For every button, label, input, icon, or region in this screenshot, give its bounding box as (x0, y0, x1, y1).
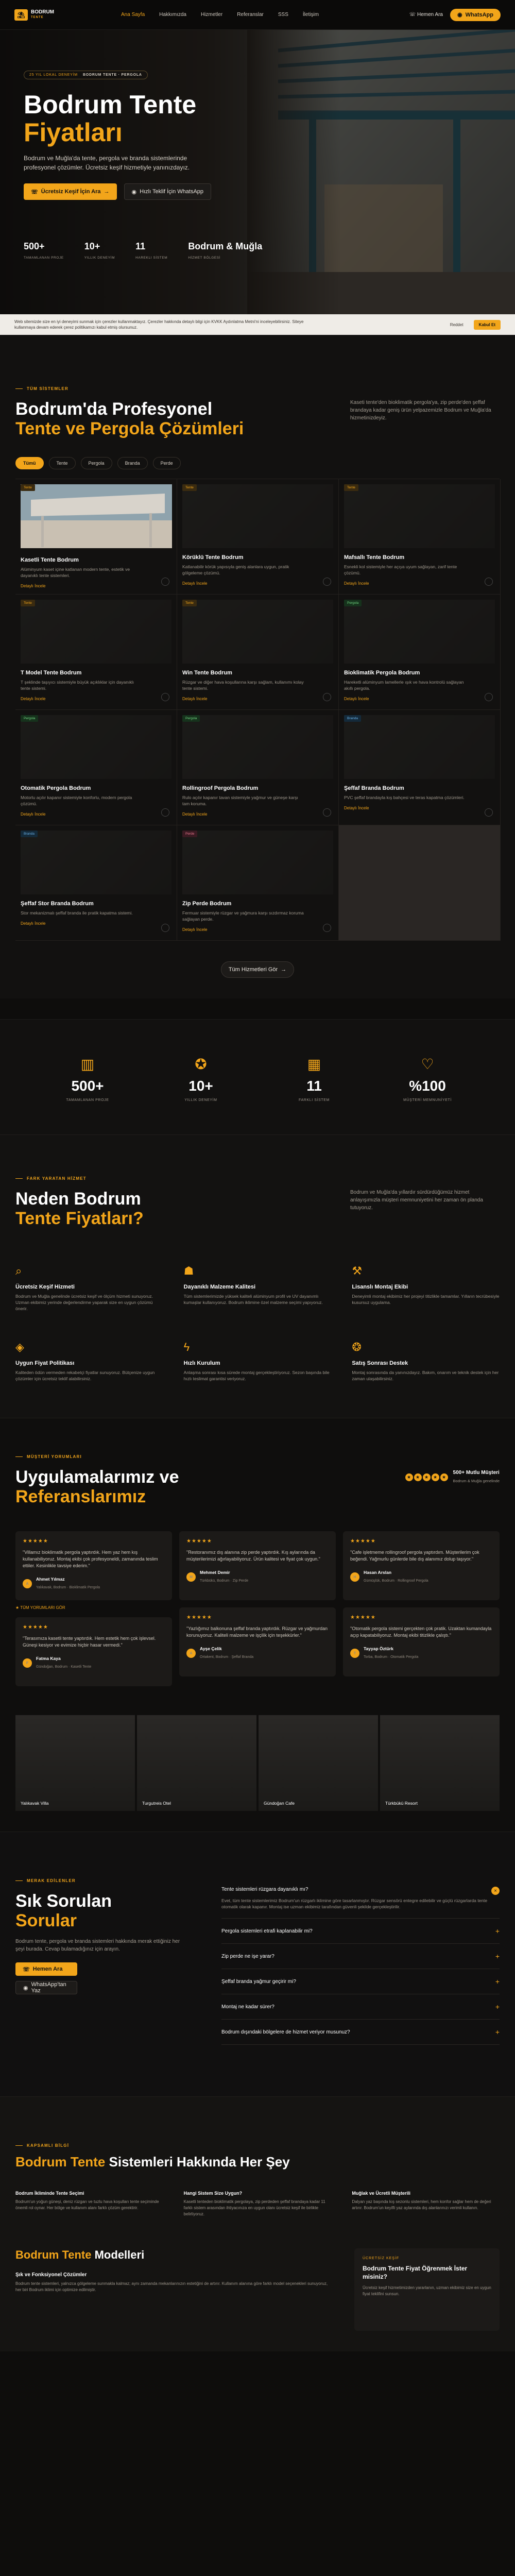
arrow-right-icon: → (104, 189, 110, 195)
avatar: A (186, 1649, 196, 1658)
category-tag: Branda (21, 831, 38, 837)
category-tag: Tente (344, 484, 358, 491)
hero-title: Bodrum Tente Fiyatları (24, 90, 197, 147)
stat-item: 11 HAREKLI SİSTEM (135, 241, 168, 260)
section-eyebrow: TÜM SİSTEMLER (15, 386, 244, 391)
phone-icon: ☏ (409, 12, 417, 18)
star-icon: ★ (414, 1473, 422, 1481)
stars: ★★★★★ (23, 1624, 48, 1630)
info-section: KAPSAMLI BİLGİ Bodrum Tente Sistemleri Hakkında Her Şey Bodrum İkliminde Tente Seçimi Bodrum'un yoğun güneşi, deniz rüzgarı ve tuzlu hava koşulları tente seçiminde önemli rol oynar. Her bölge ve kullanım alanı farklı çözüm gerektirir. Hangi Sistem Size Uygun? Kasetli tenteden bioklimatik pergolaya, zip perdeden şeffaf brandaya kadar 11 farklı sistem arasından ihtiyacınıza en uygun olanı ücretsiz keşif ile birlikte belirliyoruz. Muğlak ve Ücretli Müşterili Dalyan yaz başında kış sezonlu sistemleri, hem konfor sağlar hem de değeri artırır. Bodrum'un keyifli yaz aylarında dış alanlarınızı verimli kullanın. Bodrum Tente Modelleri Şık ve Fonksiyonel Çözümler Bodrum tente sistemleri, yalnızca gölgeleme sunmakla kalmaz; aynı zamanda mekanlarınızın estetiğini de artırır. Kullanım alanına göre farklı model seçenekleri sunuyoruz, her biri Bodrum iklimi için optimize edilmiştir. ÜCRETSİZ KEŞİF Bodrum Tente Fiyat Öğrenmek İster misiniz? Ücretsiz keşif hizmetimizden yararlanın, uzman ekibimiz size en uygun fiyat teklifini sunsun. (0, 2096, 515, 2351)
feature-item: ❂ Satış Sonrası Destek Montaj sonrasında da yanınızdayız. Bakım, onarım ve teknik destek için her zaman ulaşabilirsiniz. (352, 1341, 499, 1381)
testimonial-card: ★★★★★ "Cafe işletmeme rollingroof pergola yaptırdım. Müşterilerim çok beğendi. Yağmurlu günlerde bile dış alanımız dolup taşıyor." H Hasan Arslan Gümüşlük, Bodrum · Rollingroof Pergola (343, 1531, 500, 1600)
arrow-icon[interactable] (161, 693, 169, 701)
system-card[interactable]: Branda Şeffaf Stor Branda Bodrum Stor mekanizmalı şeffaf branda ile pratik kapatma sistemi. Detaylı İncele (15, 825, 177, 941)
testimonial-card: ★★★★★ "Villamız bioklimatik pergola yaptırdık. Hem yaz hem kış kullanabiliyoruz. Montaj ekibi çok profesyoneldi, zamanında teslim ettiler. Kesinlikle tavsiye ederim." A Ahmet Yılmaz Yalıkavak, Bodrum · Bioklimatik Pergola (15, 1531, 172, 1600)
support-icon: ❂ (352, 1341, 362, 1353)
plus-icon: + (495, 1927, 500, 1935)
details-link[interactable]: Detaylı İncele (344, 806, 369, 810)
stat-item: Bodrum & Muğla HİZMET BÖLGESİ (188, 241, 263, 260)
tools-icon: ⚒ (352, 1264, 363, 1277)
filter-tente[interactable]: Tente (49, 457, 76, 469)
category-tag: Branda (344, 715, 361, 722)
avatar: F (23, 1658, 32, 1668)
whatsapp-button[interactable]: ◉ WhatsApp (450, 9, 501, 21)
stat-item: 10+ YILLIK DENEYİM (84, 241, 115, 260)
arrow-icon[interactable] (323, 693, 331, 701)
arrow-icon[interactable] (323, 578, 331, 586)
cookie-text: Web sitemizde size en iyi deneyimi sunmak için çerezler kullanmaktayız. Çerezler hakkında detaylı bilgi için KVKK Aydınlatma Metni'ni inceleyebilirsiniz. Siteye kullanmaya devam ederek çerez politikamızı kabul etmiş olursunuz. (14, 319, 304, 330)
section-title: Bodrum'da Profesyonel Tente ve Pergola Çözümleri (15, 399, 244, 438)
gallery-item[interactable]: Türkbükü Resort (380, 1715, 500, 1811)
plus-icon: + (495, 2003, 500, 2011)
system-card[interactable]: Tente T Model Tente Bodrum T şeklinde taşıyıcı sistemiyle büyük açıklıklar için dayanıklı tente sistemi. Detaylı İncele (15, 595, 177, 710)
avatar: M (186, 1572, 196, 1582)
testimonial-card: ★★★★★ "Terasımıza kasetli tente yaptırdık. Hem estetik hem çok işlevsel. Güneşi kesiyor ve evimize hiçbir hasar vermedi." F Fatma Kaya Gündoğan, Bodrum · Kasetli Tente (15, 1617, 172, 1686)
references-section (0, 1418, 515, 1832)
faq-item[interactable]: Zip perde ne işe yarar? + (221, 1944, 500, 1969)
section-description: Kaseti tente'den bioklimatik pergola'ya, zip perde'den şeffaf brandaya kadar geniş ürün yelpazemizle Bodrum ve Muğla'da hizmetinizdeyiz. (350, 400, 491, 421)
hero-section (0, 30, 515, 314)
testimonial-card: ★★★★★ "Restoranımız dış alanına zip perde yaptırdık. Kış aylarında da müşterilerimizi ağırlayabiliyoruz. Ürün kalitesi ve fiyat çok uygun." M Mehmet Demir Türkbükü, Bodrum · Zip Perde (179, 1531, 336, 1600)
award-icon: ✪ (195, 1056, 207, 1072)
avatar: A (23, 1579, 32, 1588)
filter-perde[interactable]: Perde (153, 457, 181, 469)
logo-mark-icon: ⛱ (14, 9, 28, 21)
system-card[interactable]: Pergola Otomatik Pergola Bodrum Motorlu açılır kapanır sistemiyle konforlu, modern pergola çözümü. Detaylı İncele (15, 710, 177, 825)
top-nav (0, 0, 515, 30)
faq-item[interactable]: Montaj ne kadar sürer? + (221, 1994, 500, 2020)
testimonial-card: ★★★★★ "Yazlığımız balkonuna şeffaf branda yaptırdık. Rüzgar ve yağmurdan korunuyoruz. Kaliteli malzeme ve işçilik için teşekkürler." A Ayşe Çelik Ortakent, Bodrum · Şeffaf Branda (179, 1607, 336, 1676)
gallery-item[interactable]: Gündoğan Cafe (259, 1715, 378, 1811)
star-icon: ★ (440, 1473, 448, 1481)
system-card[interactable]: Pergola Bioklimatik Pergola Bodrum Hareketli alüminyum lamellerle ışık ve hava kontrolü sağlayan akıllı pergola. Detaylı İncele (339, 595, 501, 710)
empty-card (339, 825, 501, 941)
details-link[interactable]: Detaylı İncele (21, 921, 46, 926)
avatar: H (350, 1572, 359, 1582)
counter-item: ▦ 11 FARKLI SİSTEM (268, 1056, 360, 1104)
stars: ★★★★★ (23, 1538, 48, 1544)
cookie-accept-button[interactable]: Kabul Et (474, 320, 501, 330)
feature-item: ⚒ Lisanslı Montaj Ekibi Deneyimli montaj ekibimiz her projeyi titizlikle tamamlar. Yılların tecrübesiyle kusursuz uygulama. (352, 1264, 500, 1305)
category-tag: Pergola (344, 600, 362, 606)
details-link[interactable]: Detaylı İncele (182, 581, 208, 586)
nav-item-faq[interactable]: SSS (278, 12, 288, 18)
star-icon: ★ (405, 1473, 413, 1481)
system-card[interactable]: Perde Zip Perde Bodrum Fermuar sistemiyle rüzgar ve yağmura karşı sızdırmaz koruma sağlayan perde. Detaylı İncele (177, 825, 339, 941)
arrow-icon[interactable] (161, 808, 169, 817)
cookie-banner (0, 314, 515, 335)
brand-sub: TENTE (31, 15, 44, 19)
details-link[interactable]: Detaylı İncele (344, 697, 369, 701)
section-description: Bodrum ve Muğla'da yıllardır sürdürdüğümüz hizmet anlayışımızla müşteri memnuniyetini her zaman ön planda tutuyoruz. (350, 1190, 483, 1211)
category-tag: Perde (182, 831, 197, 837)
section-eyebrow: KAPSAMLI BİLGİ (15, 2143, 500, 2148)
avatar: T (350, 1649, 359, 1658)
filter-all[interactable]: Tümü (15, 457, 44, 469)
systems-grid (15, 479, 500, 941)
counters-section (0, 1019, 515, 1134)
details-link[interactable]: Detaylı İncele (182, 697, 208, 701)
why-section (0, 1134, 515, 1418)
free-survey-button[interactable]: ☏ Ücretsiz Keşif İçin Ara → (24, 183, 117, 200)
section-title: Bodrum Tente Sistemleri Hakkında Her Şey (15, 2154, 290, 2170)
faq-item-open[interactable]: × Tente sistemleri rüzgara dayanıklı mı? Evet, tüm tente sistemlerimiz Bodrum'un rüzgarlı iklimine göre tasarlanmıştır. Rüzgar sensörü entegre edilebilir ve güçlü rüzgarlarda tente otomatik olarak kapanır. Montaj ise uzman ekibimiz tarafından güvenli şekilde gerçekleştirilir. (221, 1878, 500, 1919)
stat-item: 500+ TAMAMLANAN PROJE (24, 241, 64, 260)
hero-stats (24, 241, 312, 261)
category-tag: Tente (182, 484, 197, 491)
arrow-icon[interactable] (485, 578, 493, 586)
details-link[interactable]: Detaylı İncele (182, 812, 208, 817)
heart-icon: ♡ (421, 1056, 434, 1072)
system-card[interactable]: Tente Mafsallı Tente Bodrum Esnekli kol sistemiyle her açıya uyum sağlayan, zarif tente çözümü. Detaylı İncele (339, 479, 501, 595)
systems-section (0, 335, 515, 998)
section-description: Bodrum tente, pergola ve branda sistemleri hakkında merak ettiğiniz her şeyi burada. Cevap bulamadığınız için arayın. (15, 1939, 180, 1952)
tag-icon: ◈ (15, 1341, 24, 1353)
filter-branda[interactable]: Branda (117, 457, 148, 469)
close-icon[interactable]: × (491, 1887, 500, 1895)
brand-logo[interactable] (14, 9, 54, 21)
feature-item: ☗ Dayanıklı Malzeme Kalitesi Tüm sistemlerimizde yüksek kaliteli alüminyum profil ve UV dayanımlı kumaşlar kullanıyoruz. Bodrum iklimine özel malzeme seçimi yapıyoruz. (184, 1264, 332, 1312)
awning-photo (21, 484, 172, 548)
details-link[interactable]: Detaylı İncele (182, 927, 208, 932)
gallery-item[interactable]: Turgutreis Otel (137, 1715, 256, 1811)
plus-icon: + (495, 2028, 500, 2036)
plus-icon: + (495, 1952, 500, 1960)
category-tag: Tente (21, 484, 35, 491)
filter-pergola[interactable]: Pergola (81, 457, 112, 469)
whatsapp-icon: ◉ (457, 12, 462, 18)
arrow-icon[interactable] (161, 924, 169, 932)
details-link[interactable]: Detaylı İncele (21, 812, 46, 817)
counter-item: ♡ %100 MÜŞTERİ MEMNUNİYETİ (381, 1056, 474, 1104)
lightning-icon: ϟ (183, 1341, 190, 1353)
all-services-button[interactable]: Tüm Hizmetleri Gör → (221, 961, 294, 978)
arrow-icon[interactable] (323, 808, 331, 817)
nav-item-services[interactable]: Hizmetler (200, 12, 223, 18)
faq-whatsapp-button[interactable]: ◉ WhatsApp'tan Yaz (15, 1981, 77, 1994)
category-tag: Tente (182, 600, 197, 606)
gallery-item[interactable]: Yalıkavak Villa (15, 1715, 135, 1811)
star-icon: ★ (423, 1473, 431, 1481)
all-reviews-link[interactable]: ★ TÜM YORUMLARI GÖR (15, 1605, 65, 1610)
section-eyebrow: MERAK EDİLENLER (15, 1878, 185, 1883)
arrow-right-icon: → (281, 967, 287, 973)
details-link[interactable]: Detaylı İncele (21, 697, 46, 701)
system-card[interactable]: Tente Kasetli Tente Bodrum Alüminyum kaset içine katlanan modern tente, estetik ve dayanıklı tente sistemleri. Detaylı İncele (15, 479, 177, 595)
main-menu (121, 12, 319, 18)
feature-item: ϟ Hızlı Kurulum Anlaşma sonrası kısa sürede montaj gerçekleştiriyoruz. Sezon başında bile hızlı teslimat garantisi veriyoruz. (184, 1341, 332, 1382)
category-tag: Pergola (21, 715, 38, 722)
counter-item: ▥ 500+ TAMAMLANAN PROJE (41, 1056, 134, 1104)
feature-item: ◈ Uygun Fiyat Politikası Kaliteden ödün vermeden rekabetçi fiyatlar sunuyoruz. Bütçenize uygun çözümler için ücretsiz teklif alabilirsiniz. (15, 1341, 163, 1382)
category-filters (15, 457, 500, 469)
arrow-icon[interactable] (485, 808, 493, 817)
faq-item[interactable]: Şeffaf branda yağmur geçirir mi? + (221, 1969, 500, 1994)
stars: ★★★★★ (186, 1615, 212, 1620)
system-card[interactable]: Tente Win Tente Bodrum Rüzgar ve diğer hava koşullarına karşı sağlam, kullanımı kolay tente sistemi. Detaylı İncele (177, 595, 339, 710)
grid-icon: ▦ (307, 1056, 321, 1072)
faq-item[interactable]: Pergola sistemleri etrafi kaplanabilir mi? + (221, 1919, 500, 1944)
section-eyebrow: MÜŞTERİ YORUMLARI (15, 1454, 179, 1459)
info-column: Hangi Sistem Size Uygun? Kasetli tenteden bioklimatik pergolaya, zip perdeden şeffaf brandaya kadar 11 farklı sistem arasından ihtiyacınıza en uygun olanı ücretsiz keşif ile birlikte belirliyoruz. (183, 2191, 325, 2216)
arrow-icon[interactable] (161, 578, 169, 586)
whatsapp-quote-button[interactable]: ◉ Hızlı Teklif İçin WhatsApp (124, 183, 212, 200)
phone-icon: ☏ (31, 189, 38, 195)
section-eyebrow: FARK YARATAN HİZMET (15, 1176, 144, 1181)
section-title: Uygulamalarımız ve Referanslarımız (15, 1467, 179, 1506)
testimonials-grid (15, 1531, 500, 1686)
star-icon: ★ (432, 1473, 439, 1481)
phone-icon: ☏ (23, 1966, 30, 1973)
hero-badge: 25 YIL LOKAL DENEYİM BODRUM TENTE · PERGOLA (24, 71, 148, 79)
stars: ★★★★★ (350, 1538, 376, 1544)
system-card[interactable]: Branda Şeffaf Branda Bodrum PVC şeffaf brandayla kış bahçesi ve teras kapatma çözümleri. Detaylı İncele (339, 710, 501, 825)
details-link[interactable]: Detaylı İncele (21, 584, 46, 588)
section-title: Sık Sorulan Sorular (15, 1891, 112, 1930)
category-tag: Pergola (182, 715, 200, 722)
star-rating (405, 1473, 448, 1481)
free-survey-sidebar: ÜCRETSİZ KEŞİF Bodrum Tente Fiyat Öğrenmek İster misiniz? Ücretsiz keşif hizmetimizden yararlanın, uzman ekibimiz size en uygun fiyat teklifini sunsun. (354, 2248, 500, 2331)
models-title: Bodrum Tente Modelleri (15, 2248, 145, 2261)
star-icon: ★ (15, 1605, 21, 1610)
arrow-icon[interactable] (485, 693, 493, 701)
whatsapp-icon: ◉ (131, 189, 137, 195)
nav-item-contact[interactable]: İletişim (302, 12, 319, 18)
rating-summary: ★ ★ ★ ★ ★ 500+ Mutlu Müşteri Bodrum & Muğla genelinde (405, 1470, 500, 1485)
nav-item-about[interactable]: Hakkımızda (159, 12, 186, 18)
faq-item[interactable]: Bodrum dışındaki bölgelere de hizmet veriyor musunuz? + (221, 2020, 500, 2045)
faq-section (0, 1832, 515, 2096)
cookie-decline-button[interactable]: Reddet (450, 322, 464, 327)
nav-item-home[interactable]: Ana Sayfa (121, 12, 145, 18)
brand-name: BODRUM (31, 9, 54, 15)
counter-item: ✪ 10+ YILLIK DENEYİM (154, 1056, 247, 1104)
info-column: Muğlak ve Ücretli Müşterili Dalyan yaz başında kış sezonlu sistemleri, hem konfor sağlar hem de değeri artırır. Bodrum'un keyifli yaz aylarında dış alanlarınızı verimli kullanın. (352, 2191, 491, 2210)
stars: ★★★★★ (350, 1615, 376, 1620)
info-column: Bodrum İkliminde Tente Seçimi Bodrum'un yoğun güneşi, deniz rüzgarı ve tuzlu hava koşulları tente seçiminde önemli rol oynar. Her bölge ve kullanım alanı farklı çözüm gerektirir. (15, 2191, 159, 2210)
faq-list (221, 1878, 500, 2045)
nav-item-references[interactable]: Referanslar (237, 12, 264, 18)
category-tag: Tente (21, 600, 35, 606)
hero-description: Bodrum ve Muğla'da tente, pergola ve branda sistemlerinde profesyonel çözümler. Ücretsiz keşif hizmetiyle yanınızdayız. (24, 155, 190, 171)
search-icon: ⌕ (15, 1264, 22, 1277)
feature-item: ⌕ Ücretsiz Keşif Hizmeti Bodrum ve Muğla genelinde ücretsiz keşif ve ölçüm hizmeti sunuyoruz. Uzman ekibimiz yerinde değerlendirme yaparak size en uygun çözümü önerir. (15, 1264, 163, 1312)
plus-icon: + (495, 1977, 500, 1986)
arrow-icon[interactable] (323, 924, 331, 932)
stars: ★★★★★ (186, 1538, 212, 1544)
system-card[interactable]: Tente Körüklü Tente Bodrum Katlanabilir körük yapısıyla geniş alanlara uygun, pratik gölgeleme çözümü. Detaylı İncele (177, 479, 339, 595)
details-link[interactable]: Detaylı İncele (344, 581, 369, 586)
system-card[interactable]: Pergola Rollingroof Pergola Bodrum Rulo açılır kapanır tavan sistemiyle yağmur ve güneşe karşı tam koruma. Detaylı İncele (177, 710, 339, 825)
testimonial-card: ★★★★★ "Otomatik pergola sistemi gerçekten çok pratik. Uzaktan kumandayla açıp kapatabiliyoruz. Montaj ekibi titizlikle çalıştı." T Tayyap Öztürk Torba, Bodrum · Otomatik Pergola (343, 1607, 500, 1676)
whatsapp-icon: ◉ (23, 1985, 28, 1991)
faq-call-button[interactable]: ☏ Hemen Ara (15, 1962, 77, 1976)
shield-icon: ☗ (183, 1264, 194, 1277)
project-gallery (15, 1715, 500, 1811)
section-title: Neden Bodrum Tente Fiyatları? (15, 1189, 144, 1228)
building-icon: ▥ (80, 1056, 95, 1072)
call-link[interactable]: ☏ Hemen Ara (409, 12, 443, 18)
